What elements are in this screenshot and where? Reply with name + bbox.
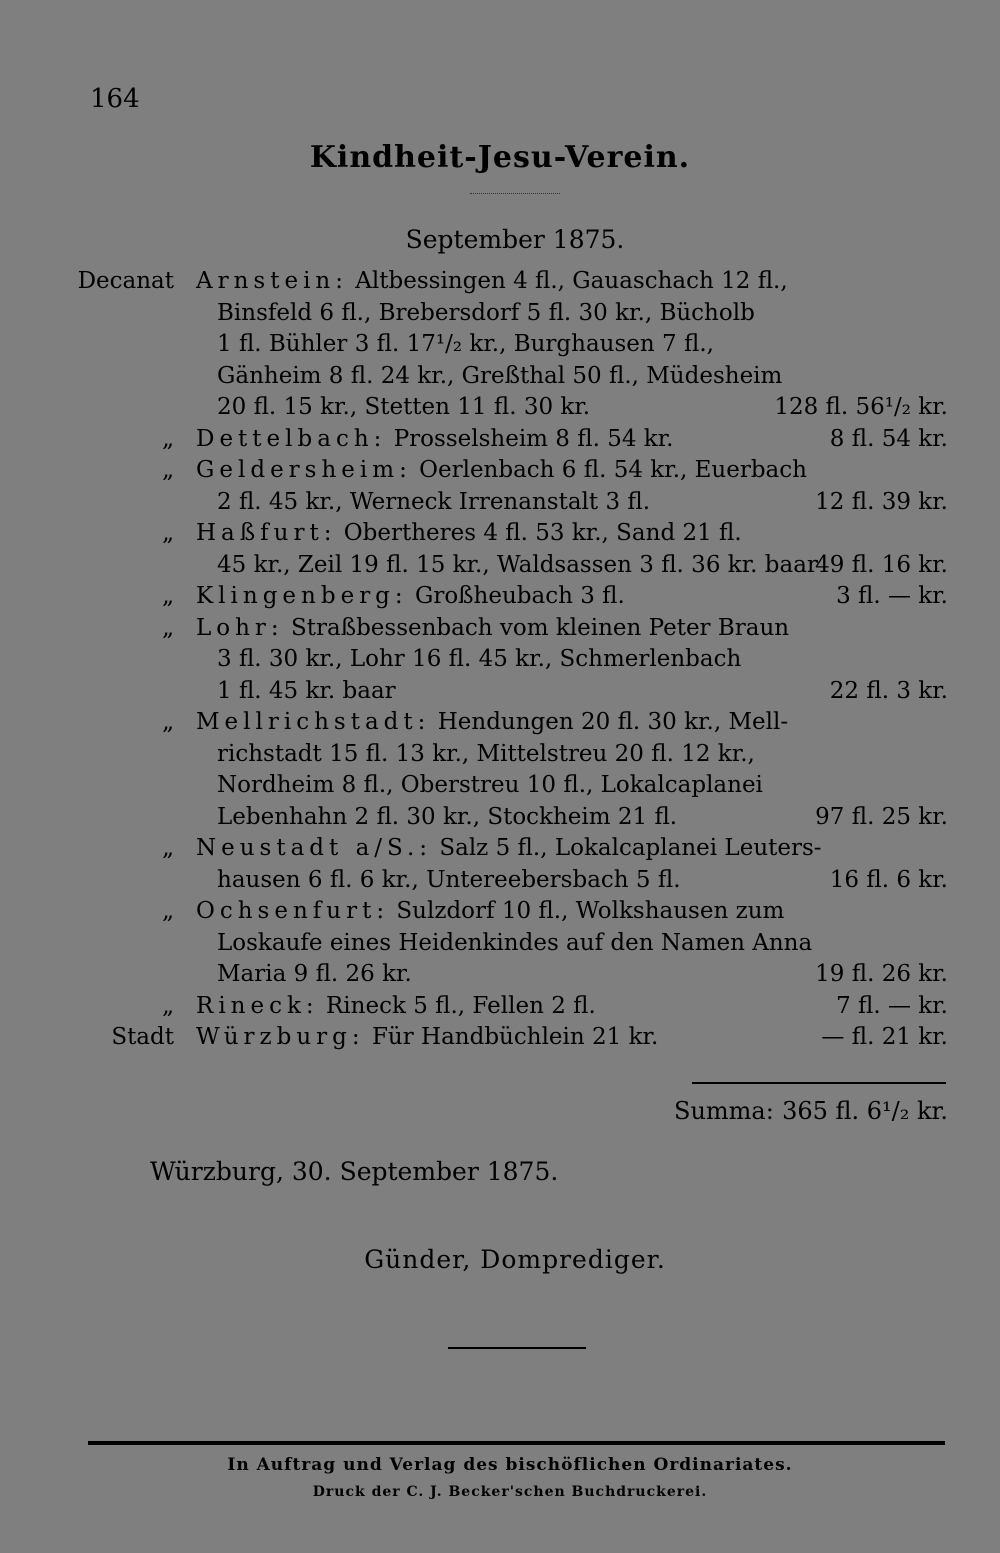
entry-line (0, 991, 1000, 1023)
entry-line (0, 707, 1000, 739)
entry-text: Altbessingen 4 fl., Gauaschach 12 fl., (348, 268, 788, 294)
entry-amount: 19 fl. 26 kr. (815, 961, 948, 987)
donation-entry (0, 424, 1000, 456)
entry-prefix: „ (162, 898, 174, 924)
entry-text: hausen 6 fl. 6 kr., Untereebersbach 5 fl. (217, 866, 681, 893)
entry-line (0, 928, 1000, 960)
entry-line (0, 392, 1000, 424)
entry-prefix: „ (162, 520, 174, 546)
entry-location: Mellrichstadt: (196, 709, 431, 735)
entry-text: Straßbessenbach vom kleinen Peter Braun (283, 614, 790, 641)
donation-entry (0, 896, 1000, 991)
entry-location: Würzburg: (196, 1024, 365, 1050)
entry-text: 3 fl. 30 kr., Lohr 16 fl. 45 kr., Schmerlenbach (217, 646, 742, 672)
entry-location: Dettelbach: (196, 425, 387, 452)
sum-rule (692, 1082, 946, 1084)
entry-line (0, 896, 1000, 928)
entry-line (0, 424, 1000, 456)
entry-prefix: „ (162, 457, 174, 483)
entry-text: Maria 9 fl. 26 kr. (217, 961, 412, 987)
entry-line (0, 833, 1000, 865)
entry-location: Klingenberg: (196, 583, 408, 609)
entry-location: Lohr: (196, 614, 284, 641)
entry-amount: 7 fl. — kr. (836, 992, 948, 1019)
closing-rule (448, 1347, 586, 1349)
donation-entry (0, 1022, 1000, 1054)
entry-amount: 8 fl. 54 kr. (829, 425, 948, 452)
footer-rule (88, 1441, 945, 1445)
entry-location: Ochsenfurt: (196, 898, 390, 924)
entry-text: Großheubach 3 fl. (407, 583, 625, 609)
entry-location: Haßfurt: (196, 520, 337, 546)
donation-entry (0, 581, 1000, 613)
date-heading: September 1875. (405, 225, 625, 254)
entry-text: Binsfeld 6 fl., Brebersdorf 5 fl. 30 kr., Bücholb (217, 299, 755, 326)
summa-label: Summa: (674, 1097, 774, 1125)
entry-line (0, 739, 1000, 771)
entry-line (0, 959, 1000, 991)
entry-line (0, 518, 1000, 550)
entry-prefix: Stadt (111, 1024, 174, 1050)
entry-amount: — fl. 21 kr. (821, 1024, 948, 1050)
footer-printer: Druck der C. J. Becker'schen Buchdruckerei. (312, 1484, 708, 1500)
entry-amount: 16 fl. 6 kr. (829, 866, 948, 893)
entry-text: Hendungen 20 fl. 30 kr., Mell- (430, 709, 789, 735)
page-title: Kindheit-Jesu-Verein. (309, 140, 691, 175)
place-date: Würzburg, 30. September 1875. (150, 1157, 559, 1186)
entry-location: Neustadt a/S.: (196, 835, 433, 861)
entry-prefix: „ (162, 709, 174, 735)
donation-entry (0, 833, 1000, 896)
entry-text: 1 fl. 45 kr. baar (217, 677, 396, 704)
entry-line (0, 266, 1000, 298)
entry-text: 20 fl. 15 kr., Stetten 11 fl. 30 kr. (217, 394, 591, 420)
entry-prefix: „ (162, 835, 174, 861)
entry-text: Nordheim 8 fl., Oberstreu 10 fl., Lokalcaplanei (217, 772, 763, 798)
entry-line (0, 1022, 1000, 1054)
entry-amount: 12 fl. 39 kr. (815, 488, 948, 515)
entry-amount: 22 fl. 3 kr. (829, 677, 948, 704)
entry-text: richstadt 15 fl. 13 kr., Mittelstreu 20 fl. 12 kr., (217, 740, 755, 767)
entry-line (0, 329, 1000, 361)
entry-text: 1 fl. Bühler 3 fl. 17¹/₂ kr., Burghausen 7 fl., (217, 331, 714, 357)
entry-line (0, 487, 1000, 519)
entry-line (0, 298, 1000, 330)
entry-line (0, 613, 1000, 645)
entry-line (0, 361, 1000, 393)
entry-line (0, 770, 1000, 802)
donation-entry (0, 266, 1000, 424)
donation-entry (0, 613, 1000, 708)
entry-text: Loskaufe eines Heidenkindes auf den Namen Anna (217, 929, 813, 956)
entry-prefix: „ (162, 425, 174, 452)
entry-text: Obertheres 4 fl. 53 kr., Sand 21 fl. (336, 520, 742, 546)
entry-line (0, 455, 1000, 487)
entry-prefix: „ (162, 992, 174, 1019)
entry-text: Oerlenbach 6 fl. 54 kr., Euerbach (411, 457, 807, 483)
entry-text: Gänheim 8 fl. 24 kr., Greßthal 50 fl., Müdesheim (217, 362, 783, 389)
entry-text: 45 kr., Zeil 19 fl. 15 kr., Waldsassen 3 fl. 36 kr. baar (217, 551, 818, 578)
signature: Günder, Domprediger. (364, 1245, 666, 1274)
entry-line (0, 550, 1000, 582)
entry-amount: 3 fl. — kr. (836, 583, 948, 609)
entry-text: Lebenhahn 2 fl. 30 kr., Stockheim 21 fl. (217, 803, 678, 830)
entry-line (0, 644, 1000, 676)
entry-location: Arnstein: (196, 268, 348, 294)
entry-text: Sulzdorf 10 fl., Wolkshausen zum (389, 898, 785, 924)
entry-text: Prosselsheim 8 fl. 54 kr. (386, 425, 674, 452)
entry-text: Salz 5 fl., Lokalcaplanei Leuters- (432, 835, 822, 861)
entry-prefix: „ (162, 614, 174, 641)
page-number: 164 (90, 84, 140, 114)
entry-text: 2 fl. 45 kr., Werneck Irrenanstalt 3 fl. (217, 488, 651, 515)
donation-entry (0, 455, 1000, 518)
entry-text: Rineck 5 fl., Fellen 2 fl. (318, 992, 596, 1019)
donation-list (0, 266, 1000, 1054)
entry-amount: 128 fl. 56¹/₂ kr. (774, 394, 948, 420)
entry-text: Für Handbüchlein 21 kr. (364, 1024, 659, 1050)
entry-line (0, 581, 1000, 613)
entry-line (0, 865, 1000, 897)
entry-amount: 97 fl. 25 kr. (815, 803, 948, 830)
summa-value: 365 fl. 6¹/₂ kr. (782, 1097, 948, 1125)
entry-prefix: „ (162, 583, 174, 609)
entry-line (0, 802, 1000, 834)
entry-amount: 49 fl. 16 kr. (815, 551, 948, 578)
title-ornament-rule (470, 193, 560, 194)
entry-line (0, 676, 1000, 708)
donation-entry (0, 518, 1000, 581)
entry-location: Geldersheim: (196, 457, 412, 483)
donation-entry (0, 707, 1000, 833)
entry-location: Rineck: (196, 992, 319, 1019)
entry-prefix: Decanat (77, 268, 174, 294)
donation-entry (0, 991, 1000, 1023)
footer-publisher: In Auftrag und Verlag des bischöflichen Ordinariates. (227, 1455, 793, 1475)
